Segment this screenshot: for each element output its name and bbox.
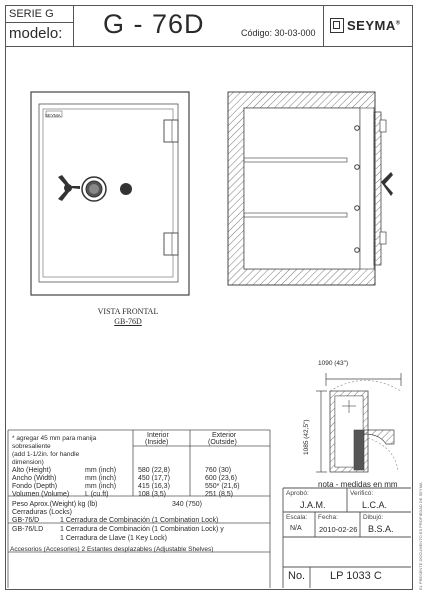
footnote-line-3: (add 1-1/2in. for handle (12, 451, 80, 458)
model-code: G - 76D (103, 9, 205, 39)
interior-header: Interior (147, 432, 169, 439)
footnote-line-1: * agregar 45 mm para manija (12, 435, 97, 442)
handle-icon (58, 175, 80, 201)
dimension-diagram (316, 373, 401, 472)
modelo-label: modelo: (9, 25, 63, 42)
brand-name: SEYMA® (347, 18, 401, 33)
combination-dial-icon (82, 177, 106, 201)
aprobo-value: J.A.M. (300, 500, 326, 510)
fecha-value: 2010-02-26 (319, 525, 358, 534)
width-dimension-label: 1090 (43") (318, 360, 349, 367)
escala-value: N/A (290, 525, 302, 532)
measurement-note: nota - medidas en mm (318, 480, 398, 489)
side-legal-text: EL PRESENTE DOCUMENTO ES PROPIEDAD DE SEYMA (418, 482, 423, 590)
door-plate: SEYMA (45, 113, 61, 118)
accessories-text: Accesorios (Accesories) 2 Estantes desplazables (Adjustable Shelves) (10, 546, 214, 553)
weight-value: 340 (750) (172, 501, 202, 508)
aprobo-label: Aprobó: (286, 490, 309, 497)
locks-header: Cerraduras (Locks) (12, 509, 72, 516)
front-view (31, 92, 189, 295)
exterior-header: Exterior (212, 432, 237, 439)
section-view (228, 92, 393, 285)
dibujo-value: B.S.A. (368, 524, 394, 534)
key-lock-icon (120, 183, 132, 195)
interior-header-en: (Inside) (145, 439, 169, 446)
weight-label: Peso Aprox.(Weight) kg (lb) (12, 501, 98, 508)
front-view-caption: VISTA FRONTAL GB-76D (97, 307, 159, 326)
depth-dimension-label: 1085 (42,5") (303, 419, 310, 455)
dibujo-label: Dibujó: (363, 514, 384, 521)
number-label: No. (288, 570, 306, 582)
handle-side-icon (381, 172, 393, 196)
serie-label: SERIE G (9, 8, 54, 20)
escala-label: Escala: (286, 514, 308, 521)
verifico-label: Verificó: (350, 490, 374, 497)
exterior-header-en: (Outside) (208, 439, 237, 446)
fecha-label: Fecha: (318, 514, 338, 521)
codigo-text: Código: 30-03-000 (241, 28, 316, 38)
footnote-line-2: sobresaliente (12, 443, 51, 450)
verifico-value: L.C.A. (362, 500, 388, 510)
footnote-line-4: dimension) (12, 459, 44, 466)
number-value: LP 1033 C (330, 570, 382, 582)
